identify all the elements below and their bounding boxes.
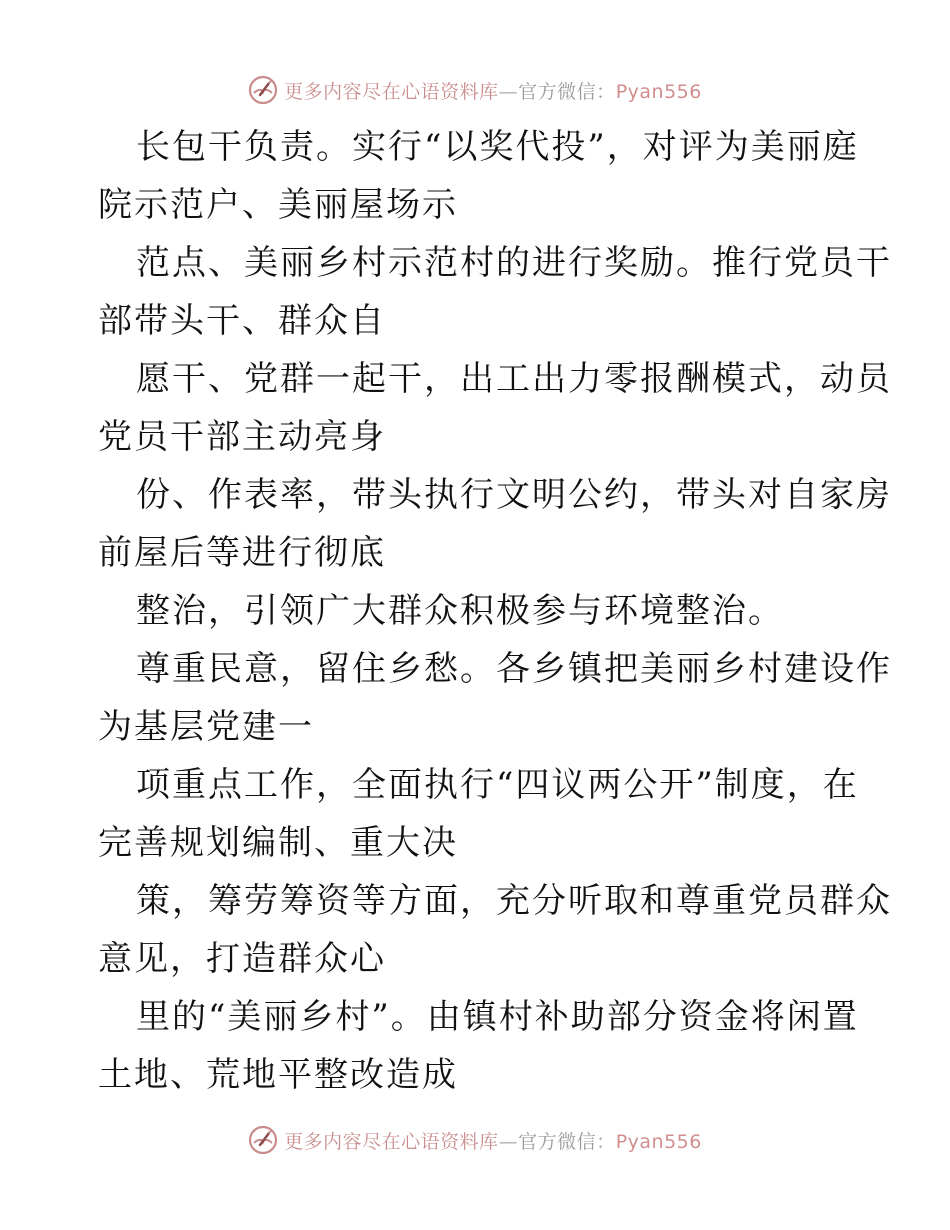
banner-main-text: 更多内容尽在心语资料库 [284, 1130, 499, 1153]
book-pen-logo-icon [248, 75, 278, 105]
text-line: 党员干部主动亮身 [98, 417, 386, 457]
text-line: 份、作表率，带头执行文明公约，带头对自家房 [136, 475, 892, 515]
book-pen-logo-icon [248, 1125, 278, 1155]
banner-wechat-id: Pyan556 [615, 80, 702, 103]
banner-wechat-label: 官方微信： [518, 1130, 616, 1153]
text-line: 前屋后等进行彻底 [98, 533, 386, 573]
text-line: 愿干、党群一起干，出工出力零报酬模式，动员 [136, 359, 892, 399]
text-line: 部带头干、群众自 [98, 301, 386, 341]
header-banner [0, 70, 950, 110]
text-line: 里的“美丽乡村”。由镇村补助部分资金将闲置 [136, 997, 859, 1037]
banner-wechat-id: Pyan556 [615, 1130, 702, 1153]
text-line: 院示范户、美丽屋场示 [98, 185, 458, 225]
text-line: 为基层党建一 [98, 707, 314, 747]
text-line: 完善规划编制、重大决 [98, 823, 458, 863]
text-line: 策，筹劳筹资等方面，充分听取和尊重党员群众 [136, 881, 892, 921]
banner-dash: — [498, 1130, 519, 1153]
text-line: 长包干负责。实行“以奖代投”，对评为美丽庭 [136, 127, 859, 167]
banner-wechat-label: 官方微信： [518, 80, 616, 103]
footer-banner [0, 1120, 950, 1160]
banner-text [284, 1127, 702, 1154]
banner-text [284, 77, 702, 104]
text-line: 整治，引领广大群众积极参与环境整治。 [136, 591, 784, 631]
text-line: 项重点工作，全面执行“四议两公开”制度，在 [136, 765, 859, 805]
document-body [98, 118, 892, 1104]
banner-main-text: 更多内容尽在心语资料库 [284, 80, 499, 103]
text-line: 土地、荒地平整改造成 [98, 1055, 458, 1095]
text-line: 范点、美丽乡村示范村的进行奖励。推行党员干 [136, 243, 892, 283]
text-line: 意见，打造群众心 [98, 939, 386, 979]
text-line: 尊重民意，留住乡愁。各乡镇把美丽乡村建设作 [136, 649, 892, 689]
banner-dash: — [498, 80, 519, 103]
